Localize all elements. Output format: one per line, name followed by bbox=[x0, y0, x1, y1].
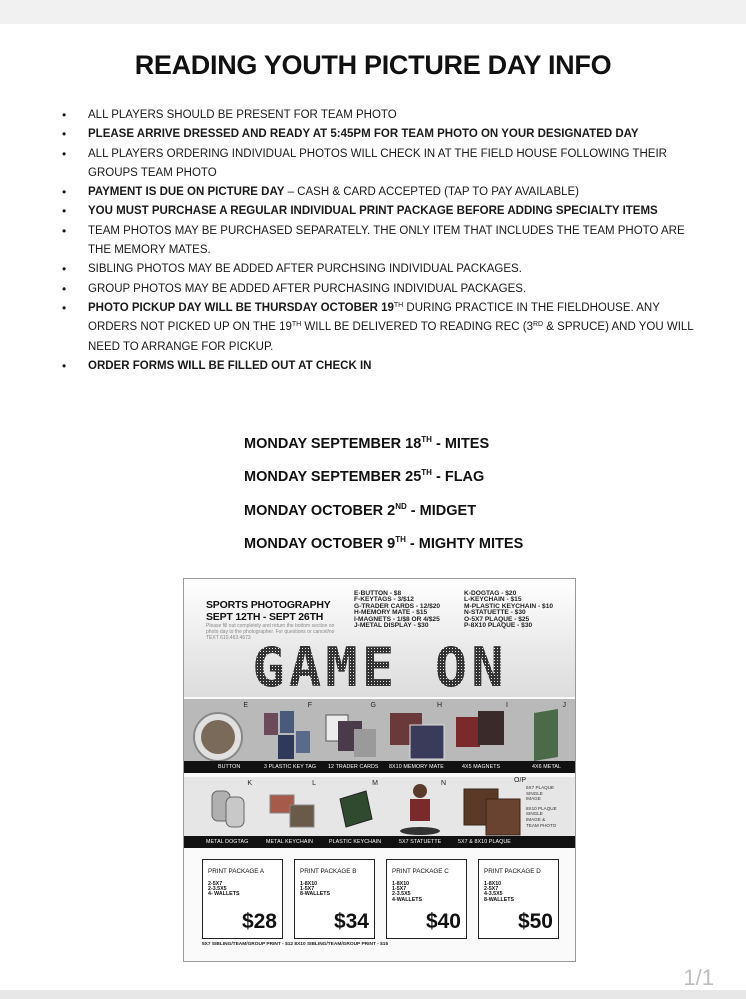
product-tile-dogtag: K bbox=[198, 777, 258, 839]
product-row-2 bbox=[184, 777, 575, 839]
plaque-notes: 5X7 PLAQUE SINGLE IMAGE 8X10 PLAQUE SINGLE IMAGE & TEAM PHOTO bbox=[526, 785, 557, 828]
price-list-right: K-DOGTAG - $20 L-KEYCHAIN - $15 M-PLASTIC KEYCHAIN - $10 N-STATUETTE - $30 O-5X7 PLAQUE - $25 P-8X10 PLAQUE - $30 bbox=[464, 590, 554, 630]
schedule-item: MONDAY OCTOBER 9TH - MIGHTY MITES bbox=[244, 534, 524, 552]
order-flyer-image bbox=[183, 578, 576, 962]
product-caption: BUTTON bbox=[218, 764, 241, 770]
product-caption: METAL KEYCHAIN bbox=[266, 839, 314, 845]
product-tile-plaque: O/P 5X7 PLAQUE SINGLE IMAGE 8X10 PLAQUE SINGLE IMAGE & TEAM PHOTO bbox=[456, 777, 574, 839]
product-caption: 4X6 METAL bbox=[532, 764, 562, 770]
print-package-a: PRINT PACKAGE A 2-5X7 2-3.5X5 4- WALLETS $28 bbox=[202, 859, 283, 939]
product-tile-button: E bbox=[190, 699, 254, 771]
schedule-item: MONDAY SEPTEMBER 25TH - FLAG bbox=[244, 468, 485, 486]
price-list-left: E-BUTTON - $8 F-KEYTAGS - 3/$12 G-TRADER CARDS - 12/$20 H-MEMORY MATE - $15 I-MAGNETS - 1/$8 OR 4/$25 J-METAL DISPLAY - $30 bbox=[354, 590, 441, 630]
viewer-bottom-bar bbox=[0, 990, 746, 999]
product-tile-trader-cards: G bbox=[320, 699, 382, 771]
product-tile-keytag: F bbox=[256, 699, 318, 771]
flyer-instructions: Please fill out completely and return the bottom section on photo day to the photographer. For questions or cancel/no TEXT 610.463.4673 bbox=[206, 623, 335, 641]
list-item: • TEAM PHOTOS MAY BE PURCHASED SEPARATELY. THE ONLY ITEM THAT INCLUDES THE TEAM PHOTO ARE THE MEMORY MATES. bbox=[62, 222, 702, 261]
product-tile-statuette: N bbox=[388, 777, 452, 839]
product-tile-metal: J bbox=[516, 699, 572, 771]
product-caption: PLASTIC KEYCHAIN bbox=[329, 839, 382, 845]
product-tile-memory-mate: H bbox=[384, 699, 448, 771]
product-caption: METAL DOGTAG bbox=[206, 839, 249, 845]
schedule-list bbox=[244, 428, 523, 561]
list-item: • ALL PLAYERS ORDERING INDIVIDUAL PHOTOS WILL CHECK IN AT THE FIELD HOUSE FOLLOWING THEIR GROUPS TEAM PHOTO bbox=[62, 145, 702, 184]
print-package-d: PRINT PACKAGE D 1-8X10 2-5X7 4-3.5X5 8-WALLETS $50 bbox=[478, 859, 559, 939]
print-package-b: PRINT PACKAGE B 1-8X10 1-5X7 8-WALLETS $34 bbox=[294, 859, 375, 939]
product-caption: 12 TRADER CARDS bbox=[328, 764, 379, 770]
product-caption: 5X7 STATUETTE bbox=[399, 839, 442, 845]
schedule-item: MONDAY OCTOBER 2ND - MIDGET bbox=[244, 501, 477, 519]
page-title: READING YOUTH PICTURE DAY INFO bbox=[134, 50, 612, 80]
product-tile-magnets: I bbox=[450, 699, 514, 771]
pickup-list-item: • PHOTO PICKUP DAY WILL BE THURSDAY OCTOBER 19TH DURING PRACTICE IN THE FIELDHOUSE. ANY ORDERS NOT PICKED UP ON THE 19TH WILL BE DELIVERED TO READING REC (3RD & SPRUCE) AND YOU WILL NEED TO ARRANGE FOR PICKUP. bbox=[62, 299, 702, 357]
product-caption: 4X5 MAGNETS bbox=[462, 764, 501, 770]
list-item: • SIBLING PHOTOS MAY BE ADDED AFTER PURCHSING INDIVIDUAL PACKAGES. bbox=[62, 260, 702, 279]
schedule-item: MONDAY SEPTEMBER 18TH - MITES bbox=[244, 435, 490, 452]
product-tile-keychain: L bbox=[262, 777, 322, 839]
product-caption-bar-1 bbox=[184, 761, 575, 773]
flyer-footer: 5X7 SIBLING/TEAM/GROUP PRINT - $12 8X10 SIBLING/TEAM/GROUP PRINT - $15 bbox=[202, 942, 389, 947]
flyer-title: SPORTS PHOTOGRAPHY SEPT 12TH - SEPT 26TH bbox=[206, 599, 331, 623]
page-indicator: 1/1 bbox=[683, 965, 714, 990]
list-item: • GROUP PHOTOS MAY BE ADDED AFTER PURCHASING INDIVIDUAL PACKAGES. bbox=[62, 280, 702, 299]
viewer-toolbar bbox=[0, 0, 746, 24]
product-caption: 3 PLASTIC KEY TAG bbox=[264, 764, 317, 770]
product-caption: 5X7 & 8X10 PLAQUE bbox=[458, 839, 511, 845]
list-item: • ORDER FORMS WILL BE FILLED OUT AT CHECK IN bbox=[62, 357, 702, 376]
plaque-product-icon bbox=[456, 777, 526, 839]
list-item: • ALL PLAYERS SHOULD BE PRESENT FOR TEAM PHOTO bbox=[62, 106, 702, 125]
flyer-header bbox=[184, 579, 575, 697]
print-package-c: PRINT PACKAGE C 1-8X10 1-5X7 2-3.5X5 4-WALLETS $40 bbox=[386, 859, 467, 939]
list-item: • PAYMENT IS DUE ON PICTURE DAY – CASH & CARD ACCEPTED (TAP TO PAY AVAILABLE) bbox=[62, 183, 702, 202]
product-tile-plastic-keychain: M bbox=[326, 777, 384, 839]
product-caption: 8X10 MEMORY MATE bbox=[389, 764, 444, 770]
game-on-banner: GAME ON bbox=[252, 636, 508, 699]
product-caption-bar-2 bbox=[184, 836, 575, 848]
list-item: • YOU MUST PURCHASE A REGULAR INDIVIDUAL PRINT PACKAGE BEFORE ADDING SPECIALTY ITEMS bbox=[62, 202, 702, 221]
list-item: • PLEASE ARRIVE DRESSED AND READY AT 5:45PM FOR TEAM PHOTO ON YOUR DESIGNATED DAY bbox=[62, 125, 702, 144]
info-bullet-list bbox=[62, 106, 702, 376]
